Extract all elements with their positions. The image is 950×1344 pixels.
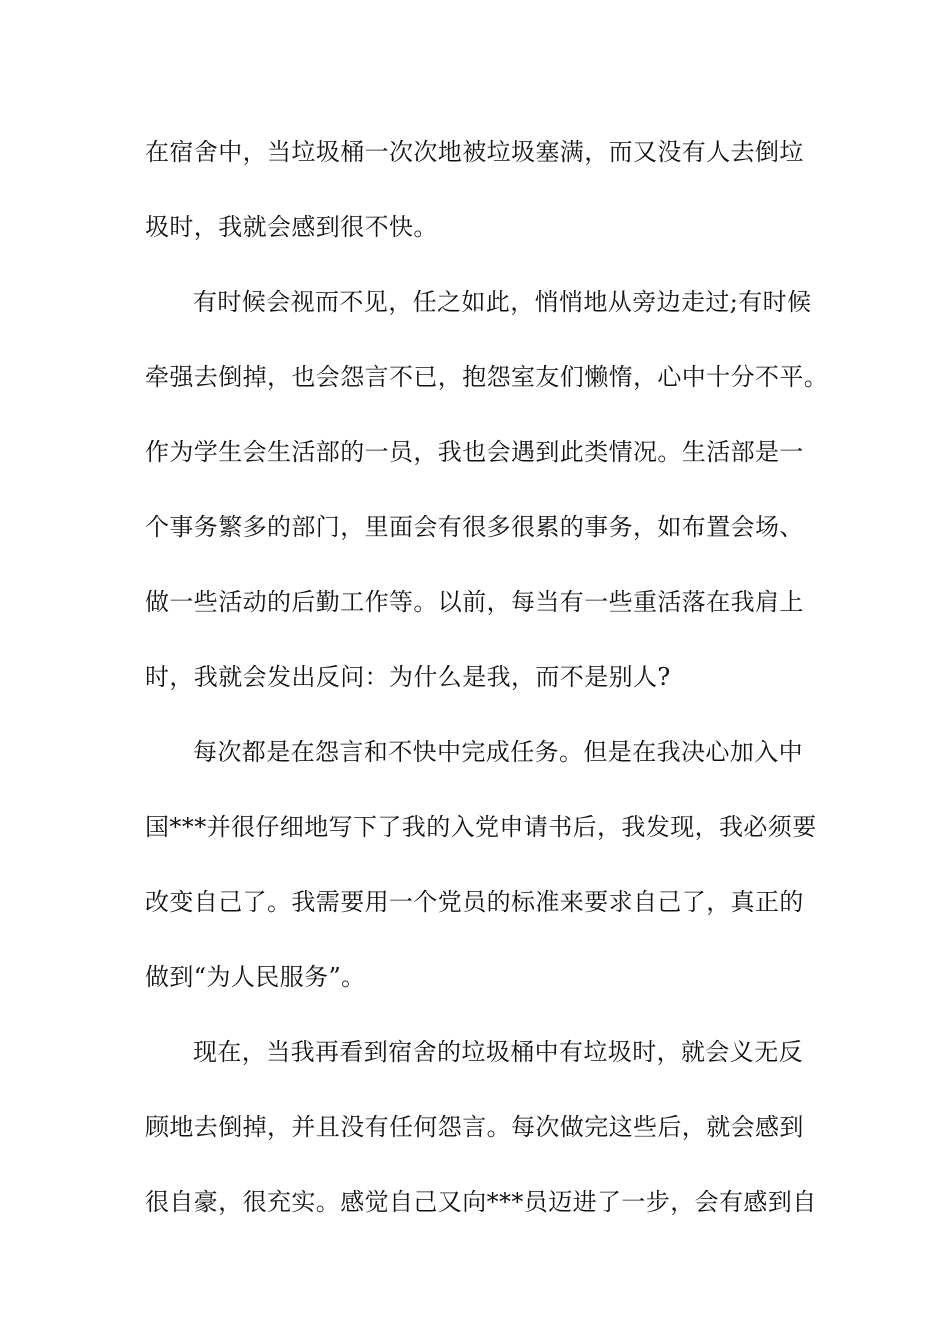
text-line: 个事务繁多的部门，里面会有很多很累的事务，如布置会场、 xyxy=(145,513,804,541)
paragraph-start-line: 有时候会视而不见，任之如此，悄悄地从旁边走过;有时候 xyxy=(193,288,812,316)
body-text xyxy=(145,124,829,1249)
text-line: 国***并很仔细地写下了我的入党申请书后，我发现，我必须要 xyxy=(145,813,817,841)
text-line: 改变自己了。我需要用一个党员的标准来要求自己了，真正的 xyxy=(145,888,804,916)
text-line: 圾时，我就会感到很不快。 xyxy=(145,213,438,241)
paragraph-start-line: 现在，当我再看到宿舍的垃圾桶中有垃圾时，就会义无反 xyxy=(193,1038,803,1066)
text-line: 很自豪，很充实。感觉自己又向***员迈进了一步，会有感到自 xyxy=(145,1188,817,1216)
text-line: 时，我就会发出反问：为什么是我，而不是别人? xyxy=(145,663,671,691)
text-line: 做到“为人民服务”。 xyxy=(145,963,366,991)
text-line: 做一些活动的后勤工作等。以前，每当有一些重活落在我肩上 xyxy=(145,588,804,616)
paragraph-start-line: 每次都是在怨言和不快中完成任务。但是在我决心加入中 xyxy=(193,738,803,766)
text-line: 牵强去倒掉，也会怨言不已，抱怨室友们懒惰，心中十分不平。 xyxy=(145,363,829,391)
text-line: 作为学生会生活部的一员，我也会遇到此类情况。生活部是一 xyxy=(145,438,804,466)
text-line: 在宿舍中，当垃圾桶一次次地被垃圾塞满，而又没有人去倒垃 xyxy=(145,138,804,166)
text-line: 顾地去倒掉，并且没有任何怨言。每次做完这些后，就会感到 xyxy=(145,1113,804,1141)
